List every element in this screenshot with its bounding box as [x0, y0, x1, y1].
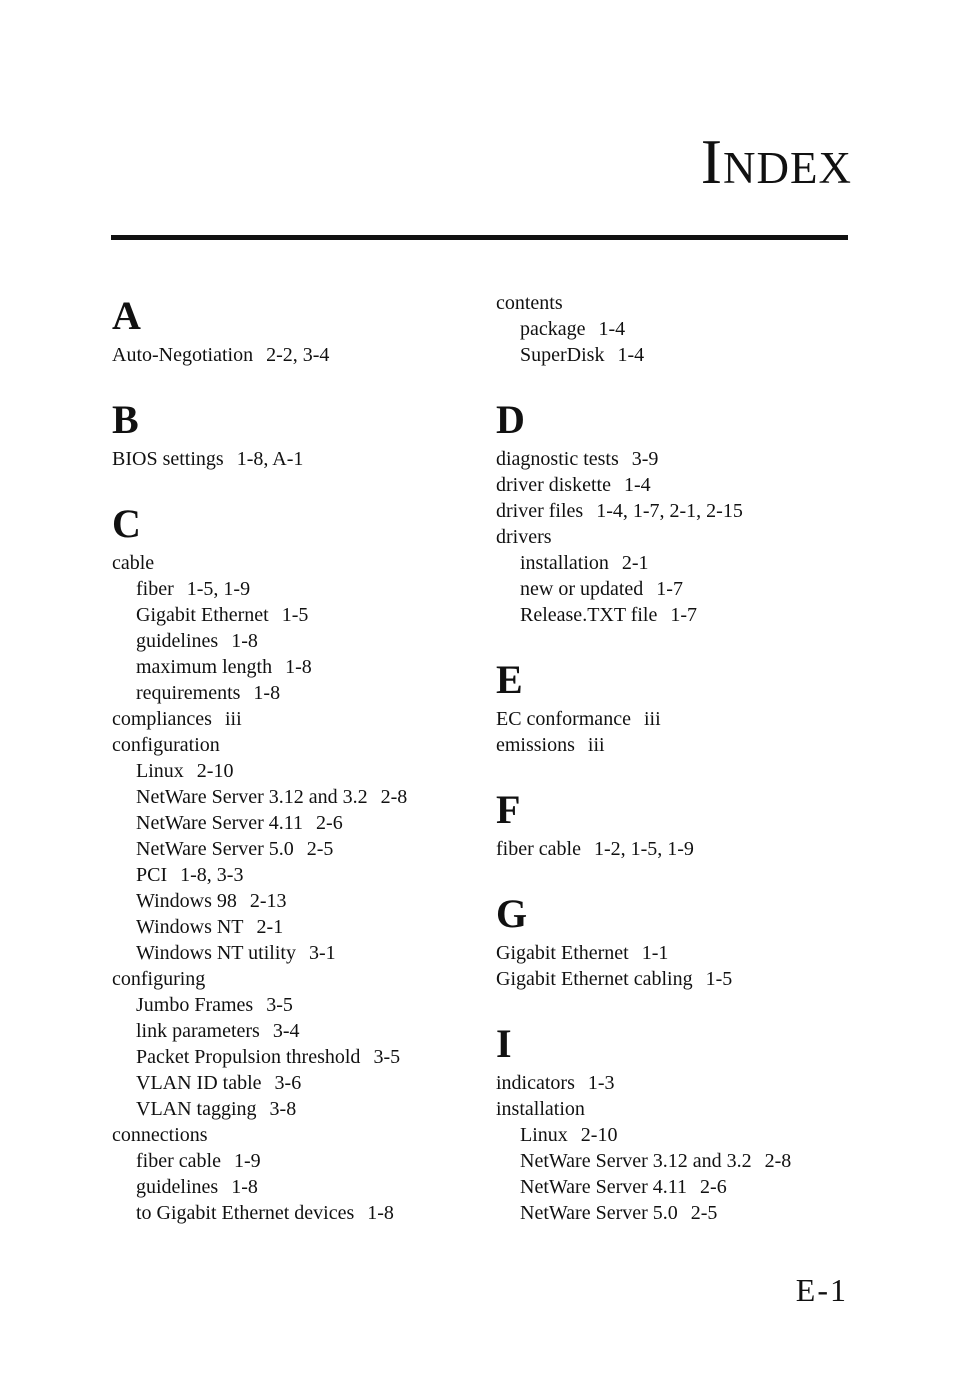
- index-subentry: [112, 654, 472, 680]
- index-column-right: [496, 290, 856, 1226]
- page-references: 1-9: [233, 1150, 261, 1172]
- page-references: 1-3: [587, 1072, 615, 1094]
- index-term: driver diskette: [496, 474, 611, 496]
- index-subentry: [496, 342, 856, 368]
- page-references: 3-6: [274, 1072, 302, 1094]
- index-subentry: [112, 1070, 472, 1096]
- index-term: VLAN ID table: [136, 1072, 262, 1094]
- index-term: installation: [520, 552, 609, 574]
- index-term: Jumbo Frames: [136, 994, 254, 1016]
- page-references: 2-2, 3-4: [266, 344, 330, 366]
- index-subentry: [496, 1148, 856, 1174]
- page-references: 1-8: [231, 1176, 258, 1198]
- page-references: 1-4: [598, 318, 626, 340]
- section-letter: C: [112, 501, 141, 546]
- page-references: 1-5, 1-9: [186, 578, 251, 600]
- index-term: to Gigabit Ethernet devices: [136, 1202, 355, 1224]
- index-term: Auto-Negotiation: [112, 344, 254, 366]
- page-references: 1-5: [281, 604, 309, 626]
- page-references: 3-9: [631, 448, 659, 470]
- index-subentry: [112, 810, 472, 836]
- index-term: Gigabit Ethernet: [136, 604, 269, 626]
- index-term: configuration: [112, 734, 220, 756]
- index-entry: [496, 1096, 856, 1122]
- page-references: 2-10: [580, 1124, 618, 1146]
- index-entry: [112, 706, 472, 732]
- index-subentry: [112, 992, 472, 1018]
- index-term: fiber cable: [496, 838, 581, 860]
- index-term: NetWare Server 4.11: [136, 812, 304, 834]
- section-letter: G: [496, 891, 528, 936]
- index-term: VLAN tagging: [136, 1098, 257, 1120]
- index-term: contents: [496, 292, 563, 314]
- page-references: 3-4: [272, 1020, 300, 1042]
- index-term: NetWare Server 4.11: [520, 1176, 688, 1198]
- index-entry: [112, 342, 472, 368]
- page-references: 1-8: [367, 1202, 394, 1224]
- index-term: package: [520, 318, 586, 340]
- index-subentry: [112, 1018, 472, 1044]
- index-term: NetWare Server 5.0: [136, 838, 294, 860]
- index-term: driver files: [496, 500, 584, 522]
- index-term: drivers: [496, 526, 552, 548]
- page-references: 1-4: [623, 474, 651, 496]
- page-references: 2-13: [249, 890, 287, 912]
- index-entry: [112, 966, 472, 992]
- index-entry: [496, 472, 856, 498]
- index-subentry: [112, 862, 472, 888]
- page-references: 2-1: [256, 916, 284, 938]
- index-subentry: [112, 836, 472, 862]
- section-spacer: [496, 758, 856, 784]
- index-subentry: [112, 680, 472, 706]
- section-letter: I: [496, 1021, 512, 1066]
- page-references: 1-7: [670, 604, 698, 626]
- index-entry: [496, 940, 856, 966]
- index-term: Gigabit Ethernet cabling: [496, 968, 693, 990]
- index-subentry: [112, 784, 472, 810]
- index-subentry: [496, 1122, 856, 1148]
- section-spacer: [496, 992, 856, 1018]
- page-references: 1-7: [656, 578, 683, 600]
- index-entry: [496, 732, 856, 758]
- page-references: 2-10: [196, 760, 234, 782]
- index-entry: [496, 524, 856, 550]
- index-term: diagnostic tests: [496, 448, 619, 470]
- index-entry: [496, 446, 856, 472]
- index-term: Linux: [520, 1124, 568, 1146]
- page-references: iii: [643, 708, 661, 730]
- page-references: 1-4: [617, 344, 645, 366]
- index-term: Gigabit Ethernet: [496, 942, 629, 964]
- index-subentry: [112, 758, 472, 784]
- index-term: Release.TXT file: [520, 604, 658, 626]
- page-references: 3-1: [308, 942, 336, 964]
- page-references: 2-6: [316, 812, 343, 834]
- index-term: EC conformance: [496, 708, 631, 730]
- section-spacer: [496, 628, 856, 654]
- page-references: 1-8: [285, 656, 312, 678]
- index-term: NetWare Server 5.0: [520, 1202, 678, 1224]
- page-title: Index: [700, 126, 852, 197]
- index-term: compliances: [112, 708, 212, 730]
- index-term: Windows NT utility: [136, 942, 296, 964]
- index-entry: [496, 1070, 856, 1096]
- page-references: 2-8: [764, 1150, 792, 1172]
- page-references: iii: [224, 708, 242, 730]
- index-subentry: [112, 1148, 472, 1174]
- index-subentry: [112, 628, 472, 654]
- index-term: Linux: [136, 760, 184, 782]
- index-subentry: [112, 1044, 472, 1070]
- section-spacer: [112, 472, 472, 498]
- section-letter: B: [112, 397, 139, 442]
- title-rule: [111, 235, 848, 240]
- index-entry: [112, 732, 472, 758]
- index-subentry: [112, 940, 472, 966]
- index-term: PCI: [136, 864, 168, 886]
- page-references: 2-8: [380, 786, 408, 808]
- page-references: 2-1: [621, 552, 649, 574]
- index-column-left: [112, 290, 472, 1226]
- index-term: fiber cable: [136, 1150, 221, 1172]
- page-references: 3-8: [269, 1098, 297, 1120]
- page-references: 1-8, 3-3: [180, 864, 244, 886]
- index-term: SuperDisk: [520, 344, 605, 366]
- index-term: configuring: [112, 968, 206, 990]
- index-term: emissions: [496, 734, 575, 756]
- page-references: 1-8: [253, 682, 281, 704]
- page-references: 3-5: [266, 994, 293, 1016]
- section-letter: A: [112, 293, 141, 338]
- index-entry: [496, 836, 856, 862]
- index-term: guidelines: [136, 1176, 219, 1198]
- index-entry: [112, 550, 472, 576]
- index-term: fiber: [136, 578, 174, 600]
- section-spacer: [112, 368, 472, 394]
- section-letter: E: [496, 657, 523, 702]
- index-term: Packet Propulsion threshold: [136, 1046, 361, 1068]
- section-letter: D: [496, 397, 525, 442]
- index-subentry: [496, 602, 856, 628]
- page-references: iii: [587, 734, 605, 756]
- page-references: 1-4, 1-7, 2-1, 2-15: [596, 500, 743, 522]
- section-spacer: [496, 368, 856, 394]
- index-term: BIOS settings: [112, 448, 224, 470]
- index-subentry: [112, 576, 472, 602]
- page-number: E-1: [795, 1272, 848, 1308]
- index-term: cable: [112, 552, 155, 574]
- page-references: 2-5: [306, 838, 334, 860]
- page-references: 1-8, A-1: [236, 448, 304, 470]
- index-term: installation: [496, 1098, 585, 1120]
- index-term: NetWare Server 3.12 and 3.2: [136, 786, 368, 808]
- index-term: Windows NT: [136, 916, 244, 938]
- index-term: requirements: [136, 682, 241, 704]
- index-subentry: [496, 550, 856, 576]
- index-term: link parameters: [136, 1020, 260, 1042]
- page-references: 1-1: [641, 942, 669, 964]
- index-entry: [112, 446, 472, 472]
- page-references: 1-8: [231, 630, 258, 652]
- index-subentry: [112, 888, 472, 914]
- index-entry: [496, 966, 856, 992]
- index-subentry: [112, 602, 472, 628]
- page-references: 2-6: [700, 1176, 727, 1198]
- index-subentry: [496, 1200, 856, 1226]
- index-subentry: [496, 1174, 856, 1200]
- page-references: 1-2, 1-5, 1-9: [593, 838, 694, 860]
- index-subentry: [496, 576, 856, 602]
- index-term: guidelines: [136, 630, 219, 652]
- index-term: new or updated: [520, 578, 644, 600]
- index-term: indicators: [496, 1072, 575, 1094]
- index-subentry: [112, 1096, 472, 1122]
- index-entry: [496, 706, 856, 732]
- index-term: connections: [112, 1124, 208, 1146]
- index-term: Windows 98: [136, 890, 237, 912]
- page-references: 2-5: [690, 1202, 718, 1224]
- index-subentry: [112, 1200, 472, 1226]
- section-spacer: [496, 862, 856, 888]
- section-letter: F: [496, 787, 521, 832]
- index-subentry: [112, 914, 472, 940]
- index-term: maximum length: [136, 656, 273, 678]
- index-entry: [112, 1122, 472, 1148]
- index-subentry: [112, 1174, 472, 1200]
- index-entry: [496, 290, 856, 316]
- index-entry: [496, 498, 856, 524]
- index-subentry: [496, 316, 856, 342]
- index-term: NetWare Server 3.12 and 3.2: [520, 1150, 752, 1172]
- page-references: 1-5: [705, 968, 733, 990]
- page-references: 3-5: [373, 1046, 401, 1068]
